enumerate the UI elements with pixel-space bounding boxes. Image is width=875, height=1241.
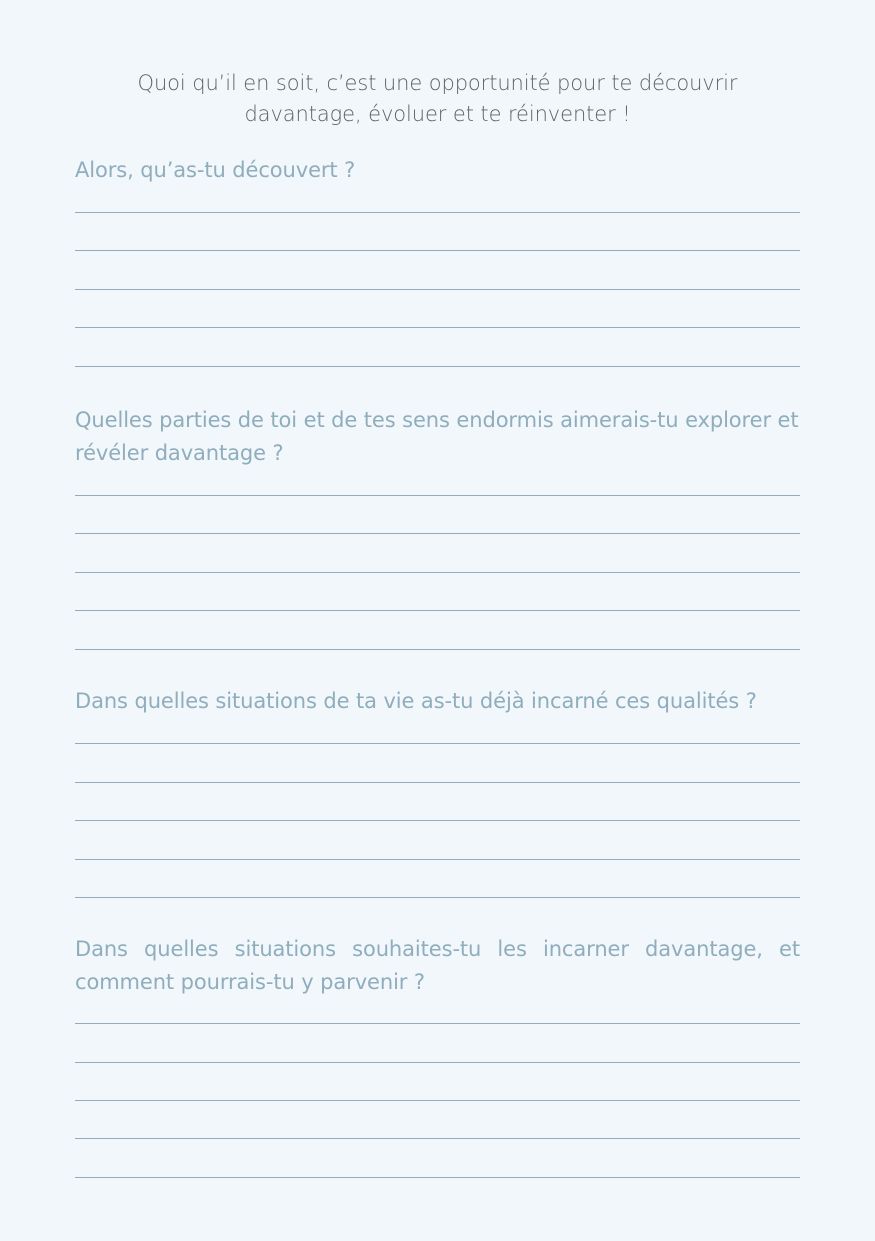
question-4: Dans quelles situations souhaites-tu les incarner davantage, et comment pourrais-tu y parvenir ?: [75, 937, 800, 994]
answer-line[interactable]: [75, 1100, 800, 1101]
intro-text: [75, 68, 800, 130]
answer-line[interactable]: [75, 649, 800, 650]
answer-line[interactable]: [75, 250, 800, 251]
question-2: Quelles parties de toi et de tes sens endormis aimerais-tu explorer et révéler davantage ?: [75, 408, 799, 465]
answer-line[interactable]: [75, 782, 800, 783]
answer-line[interactable]: [75, 572, 800, 573]
intro-line-1: Quoi qu’il en soit, c’est une opportunité pour te découvrir: [137, 71, 738, 95]
answer-line[interactable]: [75, 533, 800, 534]
answer-line[interactable]: [75, 1023, 800, 1024]
answer-line[interactable]: [75, 1062, 800, 1063]
answer-line[interactable]: [75, 820, 800, 821]
answer-line[interactable]: [75, 289, 800, 290]
answer-line[interactable]: [75, 743, 800, 744]
answer-line[interactable]: [75, 859, 800, 860]
answer-line[interactable]: [75, 212, 800, 213]
answer-line[interactable]: [75, 897, 800, 898]
question-3: Dans quelles situations de ta vie as-tu déjà incarné ces qualités ?: [75, 689, 757, 713]
answer-line[interactable]: [75, 1138, 800, 1139]
answer-line[interactable]: [75, 1177, 800, 1178]
answer-line[interactable]: [75, 366, 800, 367]
answer-line[interactable]: [75, 610, 800, 611]
intro-line-2: davantage, évoluer et te réinventer !: [244, 102, 631, 126]
question-1: Alors, qu’as-tu découvert ?: [75, 158, 356, 182]
answer-line[interactable]: [75, 495, 800, 496]
answer-line[interactable]: [75, 327, 800, 328]
